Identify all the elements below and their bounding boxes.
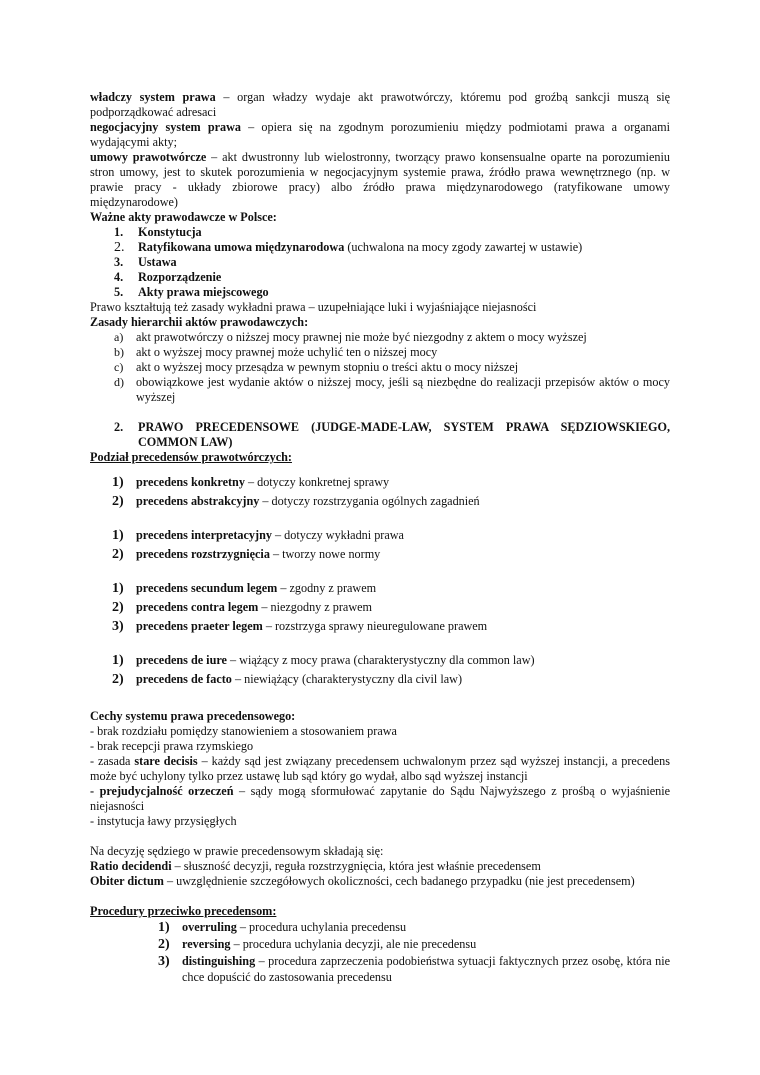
features-line: - brak rozdziału pomiędzy stanowieniem a stosowaniem prawa bbox=[90, 724, 397, 738]
acts-heading: Ważne akty prawodawcze w Polsce: bbox=[90, 210, 277, 224]
list-item: 2) precedens de facto – niewiążący (charakterystyczny dla civil law) bbox=[112, 672, 463, 687]
precedent-group-2 bbox=[90, 526, 670, 564]
precedent-group-3 bbox=[90, 579, 670, 636]
decision-intro: Na decyzję sędziego w prawie precedensowym składają się: bbox=[90, 844, 384, 858]
list-item: 1) precedens konkretny – dotyczy konkretnej sprawy bbox=[112, 475, 390, 490]
features-line: - brak recepcji prawa rzymskiego bbox=[90, 739, 254, 753]
features-line: - zasada stare decisis – każdy sąd jest związany precedensem uchwalonym przez sąd wyższej instancji, a precedens może być uchylony tylko przez ustawę lub sąd który go wydał, albo sąd wyższej instancji bbox=[90, 754, 670, 783]
list-item: 1) precedens secundum legem – zgodny z prawem bbox=[112, 581, 377, 596]
features-line: - prejudycjalność orzeczeń – sądy mogą sformułować zapytanie do Sądu Najwyższego z prośbą o wyjaśnienie niejasności bbox=[90, 784, 671, 813]
hierarchy-heading: Zasady hierarchii aktów prawodawczych: bbox=[90, 315, 309, 329]
list-item: 2. Ratyfikowana umowa międzynarodowa (uchwalona na mocy zgody zawartej w ustawie) bbox=[114, 240, 583, 255]
paragraph-negocjacyjny: negocjacyjny system prawa – opiera się na zgodnym porozumieniu między podmiotami prawa a organami wydającymi akty; bbox=[90, 120, 670, 149]
section-subheading: Podział precedensów prawotwórczych: bbox=[90, 450, 292, 464]
list-item: 2) reversing – procedura uchylania decyzji, ale nie precedensu bbox=[158, 937, 477, 952]
precedent-group-4 bbox=[90, 651, 670, 689]
decision-ratio: Ratio decidendi – słuszność decyzji, reguła rozstrzygnięcia, która jest właśnie precedensem bbox=[90, 859, 541, 873]
list-item: 1) precedens interpretacyjny – dotyczy wykładni prawa bbox=[112, 528, 404, 543]
list-item: 1. Konstytucja bbox=[114, 225, 202, 239]
list-item: c) akt o wyższej mocy przesądza w pewnym stopniu o treści aktu o mocy niższej bbox=[114, 360, 519, 374]
term: negocjacyjny system prawa bbox=[90, 120, 242, 134]
section-heading: 2. PRAWO PRECEDENSOWE (JUDGE-MADE-LAW, SYSTEM PRAWA SĘDZIOWSKIEGO, COMMON LAW) bbox=[114, 420, 670, 449]
hierarchy-list bbox=[90, 330, 670, 405]
list-item: b) akt o wyższej mocy prawnej może uchylić ten o niższej mocy bbox=[114, 345, 438, 359]
list-item: 2) precedens abstrakcyjny – dotyczy rozstrzygania ogólnych zagadnień bbox=[112, 494, 480, 509]
decision-obiter: Obiter dictum – uwzględnienie szczegółowych okoliczności, cech badanego przypadku (nie jest precedensem) bbox=[90, 874, 635, 888]
list-item: 2) precedens rozstrzygnięcia – tworzy nowe normy bbox=[112, 547, 381, 562]
precedent-group-1 bbox=[90, 473, 670, 511]
paragraph-wladczy: władczy system prawa – organ władzy wydaje akt prawotwórczy, któremu pod groźbą sankcji muszą się podporządkować adresaci bbox=[90, 90, 670, 119]
list-item: 3. Ustawa bbox=[114, 255, 177, 269]
paragraph-umowy: umowy prawotwórcze – akt dwustronny lub wielostronny, tworzący prawo konsensualne oparte na porozumieniu stron umowy, jest to skutek porozumienia w negocjacyjnym systemie prawa, źródło prawa wewnętrznego (np. w prawie pracy - układy zbiorowe pracy) albo źródło prawa międzynarodowego (ratyfikowane umowy międzynarodowe) bbox=[90, 150, 670, 209]
acts-after: Prawo kształtują też zasady wykładni prawa – uzupełniające luki i wyjaśniające niejasności bbox=[90, 300, 537, 314]
term: umowy prawotwórcze bbox=[90, 150, 207, 164]
list-item: 1) overruling – procedura uchylania precedensu bbox=[158, 920, 407, 935]
term: władczy system prawa bbox=[90, 90, 216, 104]
list-item: 5. Akty prawa miejscowego bbox=[114, 285, 269, 299]
features-line: - instytucja ławy przysięgłych bbox=[90, 814, 237, 828]
list-item: 3) distinguishing – procedura zaprzeczenia podobieństwa sytuacji faktycznych przez osobę, która nie chce dopuścić do zastosowania precedensu bbox=[158, 954, 670, 984]
procedures-list bbox=[90, 919, 670, 985]
list-item: 2) precedens contra legem – niezgodny z prawem bbox=[112, 600, 373, 615]
procedures-heading: Procedury przeciwko precedensom: bbox=[90, 904, 277, 918]
list-item: 4. Rozporządzenie bbox=[114, 270, 222, 284]
list-item: d) obowiązkowe jest wydanie aktów o niższej mocy, jeśli są niezbędne do realizacji przepisów aktów o mocy wyższej bbox=[114, 375, 670, 404]
list-item: a) akt prawotwórczy o niższej mocy prawnej nie może być niezgodny z aktem o mocy wyższej bbox=[114, 330, 587, 344]
features-heading: Cechy systemu prawa precedensowego: bbox=[90, 709, 296, 723]
acts-list bbox=[90, 225, 670, 300]
list-item: 1) precedens de iure – wiążący z mocy prawa (charakterystyczny dla common law) bbox=[112, 653, 535, 668]
list-item: 3) precedens praeter legem – rozstrzyga sprawy nieuregulowane prawem bbox=[112, 619, 488, 634]
